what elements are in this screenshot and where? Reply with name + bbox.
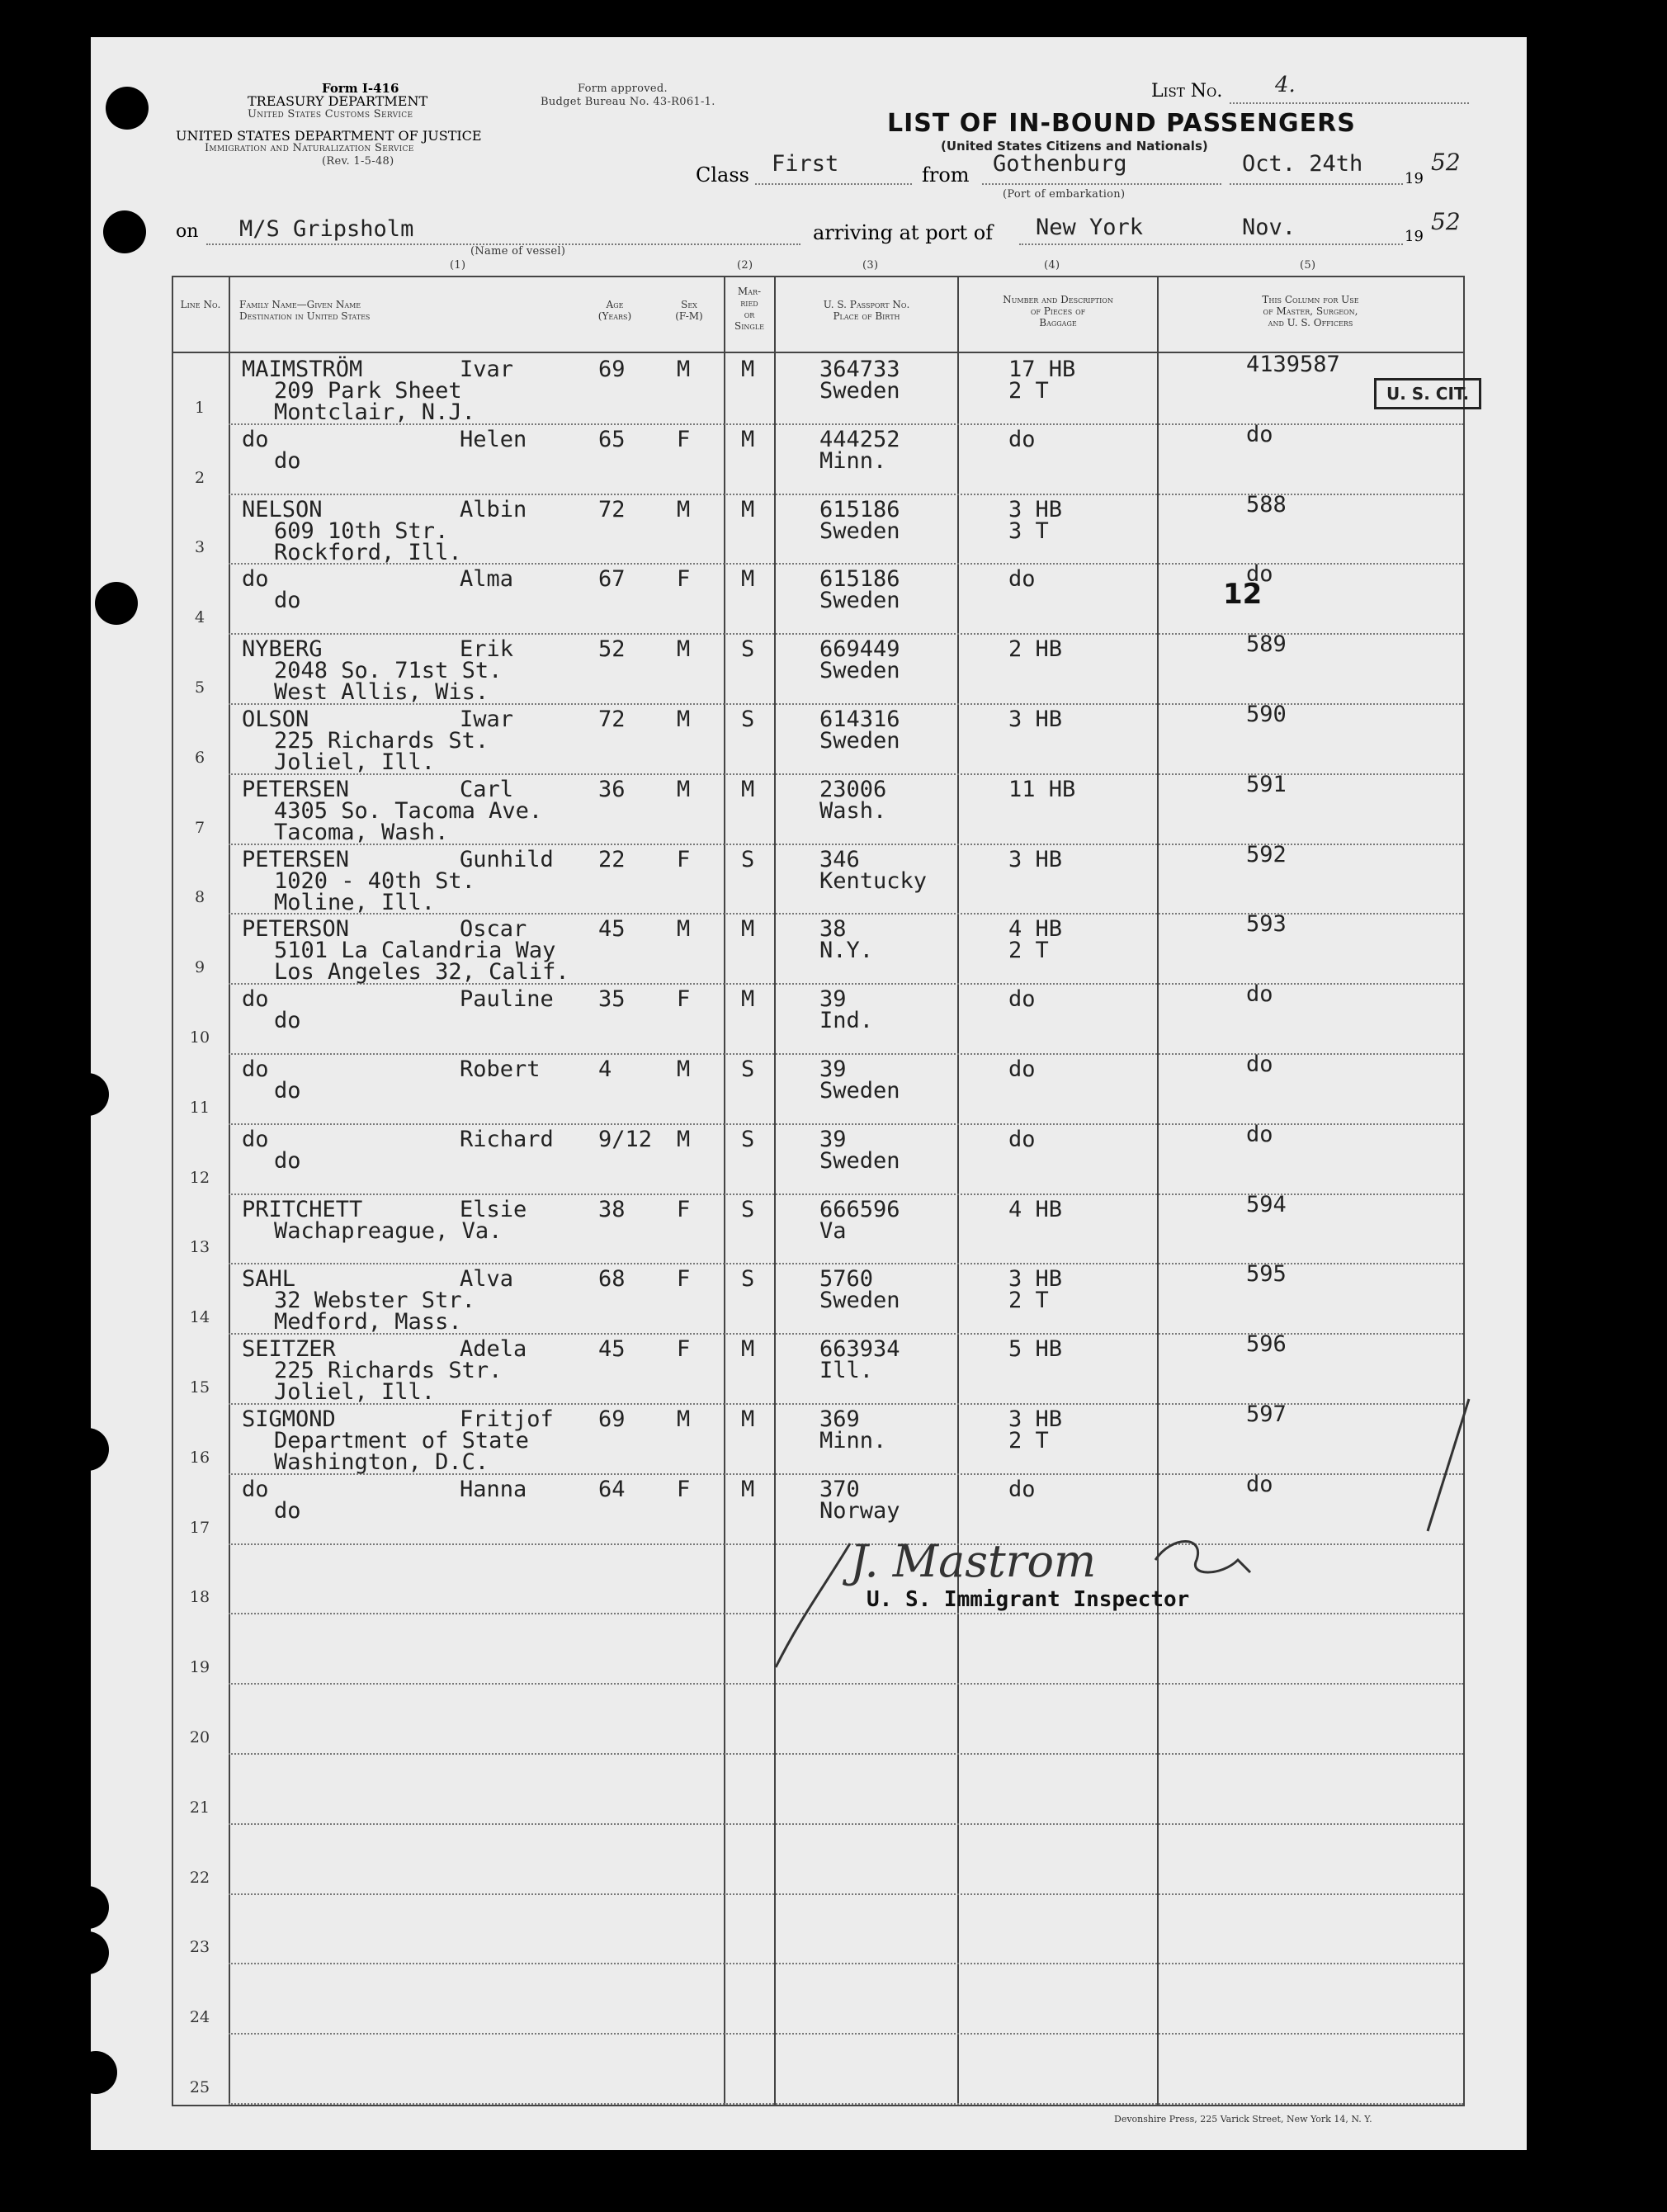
officer-entry: do <box>1246 1121 1273 1147</box>
from-underline <box>982 183 1221 185</box>
line-number: 14 <box>189 1308 210 1327</box>
row-separator <box>229 1893 1463 1895</box>
given-name: Alma <box>460 566 514 593</box>
col-header-baggage: Number and Description of Pieces of Baggage <box>1003 294 1113 328</box>
row-separator <box>229 1823 1463 1825</box>
family-name: do <box>242 1476 269 1502</box>
line-number: 6 <box>194 748 205 767</box>
officer-entry: 596 <box>1246 1331 1287 1358</box>
place-of-birth: Sweden <box>819 1147 900 1174</box>
sex-value: F <box>677 1336 691 1363</box>
col-header-name: Family Name—Given Name Destination in United States <box>239 299 371 322</box>
line-number: 17 <box>189 1518 210 1537</box>
marital-status: S <box>741 1266 755 1293</box>
destination-line-1: Wachapreague, Va. <box>274 1217 503 1244</box>
col-rule <box>1157 276 1159 2106</box>
punch-hole <box>103 210 146 253</box>
col-rule <box>957 276 959 2106</box>
family-name: MAIMSTRÖM <box>242 357 363 382</box>
passport-number: 615186 <box>819 496 900 522</box>
family-name: NYBERG <box>242 636 323 663</box>
baggage-line-1: do <box>1008 986 1036 1013</box>
col-number-4: (4) <box>1044 259 1060 272</box>
given-name: Albin <box>460 496 527 522</box>
departure-year: 52 <box>1431 149 1461 176</box>
destination-line-2: Medford, Mass. <box>274 1309 462 1335</box>
marital-status: M <box>741 426 755 452</box>
given-name: Iwar <box>460 707 514 732</box>
sex-value: M <box>677 1406 691 1432</box>
age-value: 65 <box>598 426 626 452</box>
destination-line-1: do <box>274 1147 301 1174</box>
destination-line-1: 2048 So. 71st St. <box>274 658 503 684</box>
age-value: 64 <box>598 1476 626 1502</box>
family-name: OLSON <box>242 707 309 732</box>
line-number: 9 <box>194 958 205 977</box>
marital-status: S <box>741 1126 755 1152</box>
form-number: Form I-416 <box>322 81 399 96</box>
table-bottom-rule <box>172 2105 1465 2106</box>
baggage-line-2: 3 T <box>1008 518 1049 544</box>
passport-number: 615186 <box>819 566 900 593</box>
passport-number: 5760 <box>819 1266 874 1293</box>
age-value: 35 <box>598 986 626 1013</box>
marital-status: S <box>741 636 755 663</box>
row-separator <box>229 1753 1463 1755</box>
revision: (Rev. 1-5-48) <box>322 155 394 168</box>
us-citizen-stamp: U. S. CIT. <box>1374 378 1481 409</box>
line-number: 7 <box>194 818 205 837</box>
inspector-title: U. S. Immigrant Inspector <box>867 1587 1190 1612</box>
destination-line-2: Moline, Ill. <box>274 889 436 915</box>
line-number: 12 <box>189 1168 210 1187</box>
passport-number: 369 <box>819 1406 860 1432</box>
page-subtitle: (United States Citizens and Nationals) <box>941 139 1208 154</box>
col-header-line-no: Line No. <box>180 299 221 310</box>
given-name: Gunhild <box>460 846 554 872</box>
col-rule <box>774 276 776 2106</box>
year-prefix: 19 <box>1405 170 1424 187</box>
place-of-birth: Sweden <box>819 658 900 684</box>
destination-line-1: do <box>274 447 301 474</box>
printer-imprint: Devonshire Press, 225 Varick Street, New York 14, N. Y. <box>1114 2114 1372 2125</box>
sex-value: F <box>677 1266 691 1293</box>
class-label: Class <box>696 163 749 187</box>
family-name: do <box>242 566 269 593</box>
sex-value: M <box>677 1126 691 1152</box>
line-number: 23 <box>189 1938 210 1957</box>
arriving-label: arriving at port of <box>813 221 994 244</box>
punch-hole <box>95 582 138 625</box>
destination-line-2: Joliel, Ill. <box>274 1379 436 1406</box>
arrival-port: New York <box>1036 215 1144 240</box>
col-header-sex: Sex (F-M) <box>675 299 703 322</box>
marital-status: M <box>741 916 755 943</box>
col-number-3: (3) <box>862 259 879 272</box>
row-separator <box>229 1123 1463 1125</box>
baggage-line-1: 3 HB <box>1008 846 1063 872</box>
family-name: PETERSEN <box>242 846 350 872</box>
margin-stroke <box>1419 1395 1477 1535</box>
col-header-officers: This Column for Use of Master, Surgeon, and U. S. Officers <box>1262 294 1359 328</box>
from-value: Gothenburg <box>993 151 1127 177</box>
family-name: do <box>242 426 269 452</box>
age-value: 52 <box>598 636 626 663</box>
marital-status: S <box>741 707 755 732</box>
line-number: 2 <box>194 468 205 487</box>
vessel-caption: (Name of vessel) <box>470 245 566 258</box>
punch-hole <box>66 1931 109 1974</box>
vessel-name: M/S Gripsholm <box>239 216 414 242</box>
row-separator <box>229 2033 1463 2035</box>
officer-entry: 594 <box>1246 1191 1287 1217</box>
inspector-signature: J. Mastrom <box>850 1535 1097 1587</box>
punch-hole <box>74 2051 117 2094</box>
line-number: 16 <box>189 1448 210 1467</box>
col-number-2: (2) <box>737 259 753 272</box>
line-number: 21 <box>189 1798 210 1817</box>
baggage-line-2: 2 T <box>1008 1288 1049 1314</box>
col-rule <box>724 276 725 2106</box>
destination-line-1: 5101 La Calandria Way <box>274 938 556 964</box>
family-name: do <box>242 1126 269 1152</box>
given-name: Alva <box>460 1266 514 1293</box>
place-of-birth: Minn. <box>819 1428 887 1453</box>
baggage-line-1: 11 HB <box>1008 776 1076 802</box>
sex-value: M <box>677 636 691 663</box>
arrival-year: 52 <box>1431 208 1461 235</box>
budget-bureau: Budget Bureau No. 43-R061-1. <box>541 96 715 108</box>
line-number: 8 <box>194 888 205 907</box>
sex-value: F <box>677 426 691 452</box>
passport-number: 663934 <box>819 1336 900 1363</box>
officer-entry: 589 <box>1246 631 1287 658</box>
given-name: Richard <box>460 1126 554 1152</box>
destination-line-1: 32 Webster Str. <box>274 1288 475 1314</box>
age-value: 38 <box>598 1196 626 1222</box>
line-number: 4 <box>194 608 205 627</box>
family-name: SIGMOND <box>242 1406 336 1432</box>
marital-status: M <box>741 986 755 1013</box>
given-name: Fritjof <box>460 1406 554 1432</box>
page-title: LIST OF IN-BOUND PASSENGERS <box>887 109 1356 138</box>
col-rule <box>229 276 230 2106</box>
departure-date: Oct. 24th <box>1242 151 1363 177</box>
family-name: SEITZER <box>242 1336 336 1363</box>
date-underline <box>1230 183 1403 185</box>
punch-hole <box>66 1886 109 1929</box>
marital-status: M <box>741 1406 755 1432</box>
passport-number: 39 <box>819 1126 847 1152</box>
line-number: 25 <box>189 2078 210 2096</box>
sex-value: M <box>677 776 691 802</box>
passport-number: 669449 <box>819 636 900 663</box>
officer-entry: 595 <box>1246 1261 1287 1288</box>
officer-entry: do <box>1246 981 1273 1008</box>
given-name: Oscar <box>460 916 527 943</box>
officer-entry: 591 <box>1246 771 1287 797</box>
destination-line-1: 609 10th Str. <box>274 518 449 544</box>
passport-number: 39 <box>819 986 847 1013</box>
list-number: 4. <box>1275 73 1296 97</box>
passport-number: 370 <box>819 1476 860 1502</box>
col-rule <box>172 276 173 2106</box>
line-number: 1 <box>194 398 205 417</box>
given-name: Adela <box>460 1336 527 1363</box>
given-name: Carl <box>460 776 514 802</box>
destination-line-1: do <box>274 588 301 614</box>
place-of-birth: Norway <box>819 1497 900 1524</box>
marital-status: S <box>741 1056 755 1082</box>
line-number: 18 <box>189 1588 210 1607</box>
sex-value: F <box>677 846 691 872</box>
punch-hole <box>66 1073 109 1116</box>
table-top-rule <box>172 276 1465 277</box>
place-of-birth: Minn. <box>819 447 887 474</box>
arrival-date: Nov. <box>1242 215 1296 240</box>
place-of-birth: N.Y. <box>819 938 874 964</box>
baggage-line-1: 2 HB <box>1008 636 1063 663</box>
baggage-line-1: 3 HB <box>1008 1406 1063 1432</box>
baggage-line-1: do <box>1008 1126 1036 1152</box>
age-value: 22 <box>598 846 626 872</box>
destination-line-1: 225 Richards St. <box>274 728 489 754</box>
destination-line-2: Rockford, Ill. <box>274 539 462 565</box>
given-name: Pauline <box>460 986 554 1013</box>
officer-entry: 592 <box>1246 841 1287 867</box>
passport-number: 23006 <box>819 776 887 802</box>
officer-entry: do <box>1246 1471 1273 1497</box>
baggage-line-1: 4 HB <box>1008 1196 1063 1222</box>
line-number: 24 <box>189 2008 210 2027</box>
baggage-line-1: do <box>1008 1056 1036 1082</box>
port-underline <box>1019 243 1403 245</box>
destination-line-2: Joliel, Ill. <box>274 749 436 775</box>
destination-line-2: Los Angeles 32, Calif. <box>274 959 569 985</box>
treasury-dept: TREASURY DEPARTMENT <box>248 93 428 109</box>
officer-entry: 590 <box>1246 702 1287 727</box>
row-separator <box>229 2103 1463 2105</box>
destination-line-2: Washington, D.C. <box>274 1449 489 1475</box>
family-name: PETERSEN <box>242 776 350 802</box>
baggage-line-2: 2 T <box>1008 938 1049 964</box>
baggage-line-1: 17 HB <box>1008 357 1076 382</box>
line-number: 15 <box>189 1378 210 1397</box>
justice-dept: UNITED STATES DEPARTMENT OF JUSTICE <box>176 128 482 144</box>
line-number: 3 <box>194 538 205 557</box>
baggage-line-1: 4 HB <box>1008 916 1063 943</box>
passport-number: 444252 <box>819 426 900 452</box>
passport-number: 346 <box>819 846 860 872</box>
baggage-line-1: do <box>1008 566 1036 593</box>
sex-value: F <box>677 986 691 1013</box>
place-of-birth: Wash. <box>819 797 887 824</box>
class-value: First <box>772 151 839 177</box>
sex-value: F <box>677 1196 691 1222</box>
baggage-line-1: 5 HB <box>1008 1336 1063 1363</box>
punch-hole <box>66 1428 109 1471</box>
col-header-passport: U. S. Passport No. Place of Birth <box>823 299 910 322</box>
line-number: 10 <box>189 1028 210 1047</box>
baggage-line-2: 2 T <box>1008 378 1049 404</box>
officer-entry: do <box>1246 421 1273 447</box>
given-name: Erik <box>460 636 514 663</box>
baggage-line-1: do <box>1008 1476 1036 1502</box>
destination-line-1: 209 Park Sheet <box>274 378 462 404</box>
officer-entry: 588 <box>1246 491 1287 518</box>
passport-number: 364733 <box>819 357 900 382</box>
embarkation-caption: (Port of embarkation) <box>1003 188 1126 201</box>
officer-entry: do <box>1246 1052 1273 1077</box>
marital-status: S <box>741 846 755 872</box>
destination-line-2: West Allis, Wis. <box>274 679 489 706</box>
place-of-birth: Kentucky <box>819 867 928 894</box>
destination-line-1: 4305 So. Tacoma Ave. <box>274 797 543 824</box>
age-value: 69 <box>598 357 626 382</box>
given-name: Helen <box>460 426 527 452</box>
destination-line-1: Department of State <box>274 1428 529 1453</box>
form-approved: Form approved. <box>578 83 668 95</box>
col-number-1: (1) <box>450 259 466 272</box>
line-number: 13 <box>189 1238 210 1257</box>
baggage-line-1: 3 HB <box>1008 1266 1063 1293</box>
count-note: 12 <box>1223 578 1263 611</box>
given-name: Elsie <box>460 1196 527 1222</box>
sex-value: F <box>677 1476 691 1502</box>
place-of-birth: Sweden <box>819 588 900 614</box>
col-rule <box>1463 276 1465 2106</box>
place-of-birth: Sweden <box>819 378 900 404</box>
line-number: 5 <box>194 678 205 697</box>
line-number: 11 <box>189 1098 210 1117</box>
given-name: Robert <box>460 1056 541 1082</box>
family-name: do <box>242 1056 269 1082</box>
family-name: PRITCHETT <box>242 1196 363 1222</box>
place-of-birth: Sweden <box>819 728 900 754</box>
col-number-5: (5) <box>1300 259 1316 272</box>
list-underline <box>1230 102 1469 104</box>
class-underline <box>755 183 912 185</box>
age-value: 68 <box>598 1266 626 1293</box>
baggage-line-2: 2 T <box>1008 1428 1049 1453</box>
officer-entry: do <box>1246 561 1273 588</box>
baggage-line-1: do <box>1008 426 1036 452</box>
sex-value: M <box>677 1056 691 1082</box>
age-value: 9/12 <box>598 1126 653 1152</box>
age-value: 67 <box>598 566 626 593</box>
marital-status: M <box>741 1336 755 1363</box>
marital-status: M <box>741 357 755 382</box>
col-header-age: Age (Years) <box>597 299 632 322</box>
row-separator <box>229 1963 1463 1964</box>
line-number: 22 <box>189 1868 210 1887</box>
baggage-line-1: 3 HB <box>1008 707 1063 732</box>
row-separator <box>229 1053 1463 1055</box>
passport-number: 39 <box>819 1056 847 1082</box>
age-value: 36 <box>598 776 626 802</box>
baggage-line-1: 3 HB <box>1008 496 1063 522</box>
line-number: 19 <box>189 1658 210 1677</box>
passport-number: 614316 <box>819 707 900 732</box>
from-label: from <box>922 163 970 187</box>
place-of-birth: Sweden <box>819 1288 900 1314</box>
destination-line-1: 1020 - 40th St. <box>274 867 475 894</box>
sex-value: M <box>677 707 691 732</box>
destination-line-2: Montclair, N.J. <box>274 399 475 425</box>
family-name: SAHL <box>242 1266 296 1293</box>
customs-service: United States Customs Service <box>248 108 413 121</box>
marital-status: M <box>741 496 755 522</box>
family-name: PETERSON <box>242 916 350 943</box>
sex-value: M <box>677 916 691 943</box>
on-label: on <box>176 221 199 242</box>
signature-scrawl <box>759 1527 1337 1676</box>
marital-status: S <box>741 1196 755 1222</box>
given-name: Hanna <box>460 1476 527 1502</box>
destination-line-1: do <box>274 1497 301 1524</box>
marital-status: M <box>741 776 755 802</box>
sex-value: F <box>677 566 691 593</box>
officer-entry: 597 <box>1246 1401 1287 1427</box>
family-name: do <box>242 986 269 1013</box>
destination-line-2: Tacoma, Wash. <box>274 819 449 845</box>
col-header-married: Mar- ried or Single <box>734 286 764 332</box>
list-label: List No. <box>1151 81 1223 102</box>
sex-value: M <box>677 357 691 382</box>
age-value: 72 <box>598 707 626 732</box>
marital-status: M <box>741 566 755 593</box>
age-value: 72 <box>598 496 626 522</box>
age-value: 4 <box>598 1056 612 1082</box>
punch-hole <box>106 87 149 130</box>
row-separator <box>229 1683 1463 1685</box>
age-value: 69 <box>598 1406 626 1432</box>
age-value: 45 <box>598 916 626 943</box>
place-of-birth: Ill. <box>819 1358 874 1384</box>
place-of-birth: Va <box>819 1217 847 1244</box>
officer-entry: 4139587 <box>1246 352 1340 377</box>
given-name: Ivar <box>460 357 514 382</box>
place-of-birth: Sweden <box>819 1078 900 1104</box>
destination-line-1: do <box>274 1008 301 1034</box>
place-of-birth: Sweden <box>819 518 900 544</box>
line-number: 20 <box>189 1728 210 1746</box>
marital-status: M <box>741 1476 755 1502</box>
ins-service: Immigration and Naturalization Service <box>205 142 414 154</box>
destination-line-1: do <box>274 1078 301 1104</box>
officer-entry: 593 <box>1246 911 1287 938</box>
passport-number: 38 <box>819 916 847 943</box>
sex-value: M <box>677 496 691 522</box>
place-of-birth: Ind. <box>819 1008 874 1034</box>
passport-number: 666596 <box>819 1196 900 1222</box>
arrival-year-prefix: 19 <box>1405 228 1424 245</box>
destination-line-1: 225 Richards Str. <box>274 1358 503 1384</box>
family-name: NELSON <box>242 496 323 522</box>
age-value: 45 <box>598 1336 626 1363</box>
